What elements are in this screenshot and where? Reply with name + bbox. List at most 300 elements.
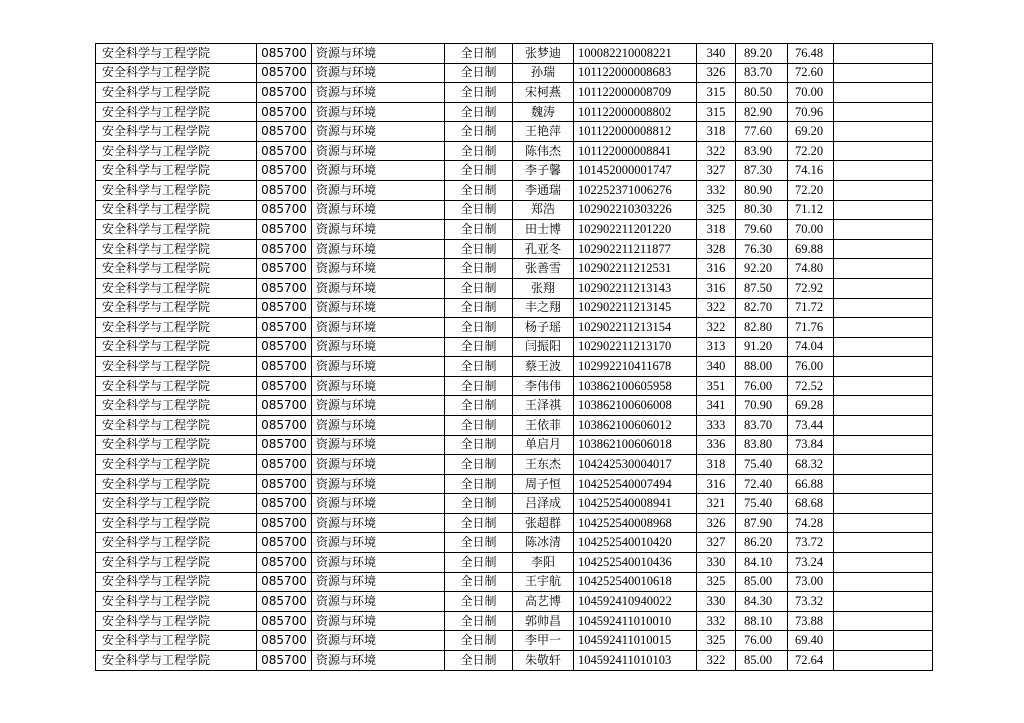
- remarks-cell: [834, 278, 933, 298]
- major-code-cell: 085700: [257, 650, 312, 670]
- table-row: [96, 513, 933, 533]
- remarks-cell: [834, 435, 933, 455]
- table-row: [96, 650, 933, 670]
- table-row: [96, 278, 933, 298]
- major-name-cell: 资源与环境: [312, 141, 445, 161]
- college-cell: 安全科学与工程学院: [96, 396, 257, 416]
- major-code-cell: 085700: [257, 298, 312, 318]
- initial-score-cell: 326: [697, 513, 736, 533]
- interview-score-cell: 85.00: [736, 572, 788, 592]
- college-cell: 安全科学与工程学院: [96, 337, 257, 357]
- table-row: [96, 44, 933, 64]
- total-score-cell: 74.16: [788, 161, 834, 181]
- candidate-name-cell: 陈伟杰: [513, 141, 574, 161]
- study-mode-cell: 全日制: [445, 181, 513, 201]
- candidate-name-cell: 丰之翔: [513, 298, 574, 318]
- candidate-name-cell: 魏涛: [513, 102, 574, 122]
- total-score-cell: 74.28: [788, 513, 834, 533]
- college-cell: 安全科学与工程学院: [96, 220, 257, 240]
- table-row: [96, 220, 933, 240]
- study-mode-cell: 全日制: [445, 239, 513, 259]
- initial-score-cell: 340: [697, 357, 736, 377]
- major-code-cell: 085700: [257, 239, 312, 259]
- college-cell: 安全科学与工程学院: [96, 44, 257, 64]
- initial-score-cell: 313: [697, 337, 736, 357]
- candidate-name-cell: 孔亚冬: [513, 239, 574, 259]
- candidate-name-cell: 杨子瑶: [513, 318, 574, 338]
- total-score-cell: 69.88: [788, 239, 834, 259]
- candidate-name-cell: 李通瑞: [513, 181, 574, 201]
- remarks-cell: [834, 318, 933, 338]
- table-row: [96, 102, 933, 122]
- study-mode-cell: 全日制: [445, 63, 513, 83]
- exam-id-cell: 104252540008941: [574, 494, 697, 514]
- major-code-cell: 085700: [257, 396, 312, 416]
- college-cell: 安全科学与工程学院: [96, 513, 257, 533]
- table-row: [96, 298, 933, 318]
- interview-score-cell: 83.70: [736, 415, 788, 435]
- exam-id-cell: 102902211201220: [574, 220, 697, 240]
- interview-score-cell: 92.20: [736, 259, 788, 279]
- college-cell: 安全科学与工程学院: [96, 592, 257, 612]
- table-row: [96, 239, 933, 259]
- college-cell: 安全科学与工程学院: [96, 494, 257, 514]
- total-score-cell: 73.32: [788, 592, 834, 612]
- exam-id-cell: 101122000008802: [574, 102, 697, 122]
- college-cell: 安全科学与工程学院: [96, 278, 257, 298]
- remarks-cell: [834, 44, 933, 64]
- major-code-cell: 085700: [257, 455, 312, 475]
- study-mode-cell: 全日制: [445, 259, 513, 279]
- college-cell: 安全科学与工程学院: [96, 259, 257, 279]
- major-code-cell: 085700: [257, 611, 312, 631]
- remarks-cell: [834, 396, 933, 416]
- initial-score-cell: 322: [697, 318, 736, 338]
- exam-id-cell: 104252540010618: [574, 572, 697, 592]
- initial-score-cell: 330: [697, 592, 736, 612]
- table-row: [96, 376, 933, 396]
- major-code-cell: 085700: [257, 631, 312, 651]
- college-cell: 安全科学与工程学院: [96, 63, 257, 83]
- interview-score-cell: 79.60: [736, 220, 788, 240]
- major-name-cell: 资源与环境: [312, 494, 445, 514]
- candidate-name-cell: 闫振阳: [513, 337, 574, 357]
- major-code-cell: 085700: [257, 592, 312, 612]
- initial-score-cell: 315: [697, 83, 736, 103]
- total-score-cell: 71.72: [788, 298, 834, 318]
- exam-id-cell: 101122000008841: [574, 141, 697, 161]
- exam-id-cell: 104592410940022: [574, 592, 697, 612]
- major-name-cell: 资源与环境: [312, 337, 445, 357]
- initial-score-cell: 316: [697, 278, 736, 298]
- exam-id-cell: 102902211213170: [574, 337, 697, 357]
- interview-score-cell: 76.00: [736, 631, 788, 651]
- major-code-cell: 085700: [257, 435, 312, 455]
- candidate-name-cell: 单启月: [513, 435, 574, 455]
- table-row: [96, 474, 933, 494]
- exam-id-cell: 101452000001747: [574, 161, 697, 181]
- remarks-cell: [834, 513, 933, 533]
- college-cell: 安全科学与工程学院: [96, 122, 257, 142]
- table-row: [96, 83, 933, 103]
- exam-id-cell: 102992210411678: [574, 357, 697, 377]
- interview-score-cell: 86.20: [736, 533, 788, 553]
- major-code-cell: 085700: [257, 63, 312, 83]
- remarks-cell: [834, 455, 933, 475]
- study-mode-cell: 全日制: [445, 592, 513, 612]
- interview-score-cell: 84.10: [736, 553, 788, 573]
- major-code-cell: 085700: [257, 337, 312, 357]
- candidate-name-cell: 张善雪: [513, 259, 574, 279]
- total-score-cell: 72.52: [788, 376, 834, 396]
- candidate-name-cell: 郭帅昌: [513, 611, 574, 631]
- initial-score-cell: 322: [697, 650, 736, 670]
- total-score-cell: 66.88: [788, 474, 834, 494]
- admission-table: [95, 43, 933, 671]
- college-cell: 安全科学与工程学院: [96, 83, 257, 103]
- remarks-cell: [834, 376, 933, 396]
- exam-id-cell: 104592411010103: [574, 650, 697, 670]
- initial-score-cell: 325: [697, 200, 736, 220]
- interview-score-cell: 72.40: [736, 474, 788, 494]
- interview-score-cell: 80.30: [736, 200, 788, 220]
- exam-id-cell: 102252371006276: [574, 181, 697, 201]
- table-row: [96, 63, 933, 83]
- major-code-cell: 085700: [257, 220, 312, 240]
- table-row: [96, 141, 933, 161]
- candidate-name-cell: 张翔: [513, 278, 574, 298]
- study-mode-cell: 全日制: [445, 474, 513, 494]
- candidate-name-cell: 王依菲: [513, 415, 574, 435]
- college-cell: 安全科学与工程学院: [96, 533, 257, 553]
- interview-score-cell: 82.80: [736, 318, 788, 338]
- candidate-name-cell: 张超群: [513, 513, 574, 533]
- remarks-cell: [834, 161, 933, 181]
- major-name-cell: 资源与环境: [312, 318, 445, 338]
- college-cell: 安全科学与工程学院: [96, 318, 257, 338]
- interview-score-cell: 76.30: [736, 239, 788, 259]
- candidate-name-cell: 王泽祺: [513, 396, 574, 416]
- exam-id-cell: 104592411010015: [574, 631, 697, 651]
- total-score-cell: 70.00: [788, 220, 834, 240]
- candidate-name-cell: 李子馨: [513, 161, 574, 181]
- study-mode-cell: 全日制: [445, 376, 513, 396]
- table-row: [96, 318, 933, 338]
- total-score-cell: 72.20: [788, 181, 834, 201]
- exam-id-cell: 101122000008812: [574, 122, 697, 142]
- initial-score-cell: 318: [697, 455, 736, 475]
- total-score-cell: 74.04: [788, 337, 834, 357]
- exam-id-cell: 102902210303226: [574, 200, 697, 220]
- exam-id-cell: 100082210008221: [574, 44, 697, 64]
- table-row: [96, 181, 933, 201]
- study-mode-cell: 全日制: [445, 141, 513, 161]
- major-name-cell: 资源与环境: [312, 553, 445, 573]
- candidate-name-cell: 吕泽成: [513, 494, 574, 514]
- initial-score-cell: 321: [697, 494, 736, 514]
- exam-id-cell: 103862100606018: [574, 435, 697, 455]
- initial-score-cell: 327: [697, 533, 736, 553]
- initial-score-cell: 332: [697, 181, 736, 201]
- major-code-cell: 085700: [257, 415, 312, 435]
- exam-id-cell: 102902211213143: [574, 278, 697, 298]
- study-mode-cell: 全日制: [445, 337, 513, 357]
- total-score-cell: 76.00: [788, 357, 834, 377]
- initial-score-cell: 332: [697, 611, 736, 631]
- candidate-name-cell: 王艳萍: [513, 122, 574, 142]
- total-score-cell: 72.92: [788, 278, 834, 298]
- major-code-cell: 085700: [257, 259, 312, 279]
- remarks-cell: [834, 200, 933, 220]
- exam-id-cell: 104252540008968: [574, 513, 697, 533]
- study-mode-cell: 全日制: [445, 278, 513, 298]
- major-name-cell: 资源与环境: [312, 572, 445, 592]
- major-name-cell: 资源与环境: [312, 376, 445, 396]
- table-row: [96, 611, 933, 631]
- total-score-cell: 71.76: [788, 318, 834, 338]
- exam-id-cell: 103862100605958: [574, 376, 697, 396]
- remarks-cell: [834, 650, 933, 670]
- total-score-cell: 69.20: [788, 122, 834, 142]
- study-mode-cell: 全日制: [445, 455, 513, 475]
- major-code-cell: 085700: [257, 357, 312, 377]
- interview-score-cell: 91.20: [736, 337, 788, 357]
- table-row: [96, 572, 933, 592]
- major-code-cell: 085700: [257, 181, 312, 201]
- remarks-cell: [834, 474, 933, 494]
- remarks-cell: [834, 298, 933, 318]
- interview-score-cell: 80.90: [736, 181, 788, 201]
- total-score-cell: 73.00: [788, 572, 834, 592]
- major-code-cell: 085700: [257, 200, 312, 220]
- college-cell: 安全科学与工程学院: [96, 376, 257, 396]
- college-cell: 安全科学与工程学院: [96, 435, 257, 455]
- major-name-cell: 资源与环境: [312, 435, 445, 455]
- major-name-cell: 资源与环境: [312, 161, 445, 181]
- study-mode-cell: 全日制: [445, 122, 513, 142]
- study-mode-cell: 全日制: [445, 553, 513, 573]
- table-row: [96, 396, 933, 416]
- major-name-cell: 资源与环境: [312, 44, 445, 64]
- college-cell: 安全科学与工程学院: [96, 611, 257, 631]
- total-score-cell: 74.80: [788, 259, 834, 279]
- total-score-cell: 68.68: [788, 494, 834, 514]
- remarks-cell: [834, 494, 933, 514]
- major-code-cell: 085700: [257, 376, 312, 396]
- major-name-cell: 资源与环境: [312, 200, 445, 220]
- study-mode-cell: 全日制: [445, 44, 513, 64]
- college-cell: 安全科学与工程学院: [96, 200, 257, 220]
- major-name-cell: 资源与环境: [312, 592, 445, 612]
- exam-id-cell: 104252540010420: [574, 533, 697, 553]
- remarks-cell: [834, 553, 933, 573]
- remarks-cell: [834, 572, 933, 592]
- interview-score-cell: 89.20: [736, 44, 788, 64]
- interview-score-cell: 83.80: [736, 435, 788, 455]
- remarks-cell: [834, 239, 933, 259]
- interview-score-cell: 82.70: [736, 298, 788, 318]
- major-name-cell: 资源与环境: [312, 63, 445, 83]
- major-code-cell: 085700: [257, 533, 312, 553]
- total-score-cell: 73.44: [788, 415, 834, 435]
- college-cell: 安全科学与工程学院: [96, 474, 257, 494]
- table-row: [96, 533, 933, 553]
- remarks-cell: [834, 631, 933, 651]
- total-score-cell: 69.28: [788, 396, 834, 416]
- initial-score-cell: 322: [697, 141, 736, 161]
- college-cell: 安全科学与工程学院: [96, 141, 257, 161]
- major-name-cell: 资源与环境: [312, 259, 445, 279]
- major-name-cell: 资源与环境: [312, 181, 445, 201]
- initial-score-cell: 351: [697, 376, 736, 396]
- total-score-cell: 71.12: [788, 200, 834, 220]
- major-name-cell: 资源与环境: [312, 631, 445, 651]
- initial-score-cell: 316: [697, 474, 736, 494]
- total-score-cell: 70.00: [788, 83, 834, 103]
- candidate-name-cell: 李甲一: [513, 631, 574, 651]
- major-code-cell: 085700: [257, 278, 312, 298]
- initial-score-cell: 327: [697, 161, 736, 181]
- remarks-cell: [834, 415, 933, 435]
- exam-id-cell: 102902211213154: [574, 318, 697, 338]
- initial-score-cell: 341: [697, 396, 736, 416]
- remarks-cell: [834, 611, 933, 631]
- candidate-name-cell: 王宇航: [513, 572, 574, 592]
- initial-score-cell: 330: [697, 553, 736, 573]
- total-score-cell: 72.20: [788, 141, 834, 161]
- total-score-cell: 70.96: [788, 102, 834, 122]
- initial-score-cell: 318: [697, 220, 736, 240]
- study-mode-cell: 全日制: [445, 611, 513, 631]
- initial-score-cell: 315: [697, 102, 736, 122]
- study-mode-cell: 全日制: [445, 533, 513, 553]
- candidate-name-cell: 蔡王波: [513, 357, 574, 377]
- initial-score-cell: 316: [697, 259, 736, 279]
- candidate-name-cell: 孙瑞: [513, 63, 574, 83]
- interview-score-cell: 75.40: [736, 455, 788, 475]
- college-cell: 安全科学与工程学院: [96, 161, 257, 181]
- interview-score-cell: 80.50: [736, 83, 788, 103]
- study-mode-cell: 全日制: [445, 200, 513, 220]
- major-name-cell: 资源与环境: [312, 239, 445, 259]
- initial-score-cell: 333: [697, 415, 736, 435]
- candidate-name-cell: 高艺博: [513, 592, 574, 612]
- candidate-name-cell: 李伟伟: [513, 376, 574, 396]
- study-mode-cell: 全日制: [445, 220, 513, 240]
- table-row: [96, 553, 933, 573]
- major-name-cell: 资源与环境: [312, 415, 445, 435]
- major-code-cell: 085700: [257, 83, 312, 103]
- college-cell: 安全科学与工程学院: [96, 553, 257, 573]
- table-row: [96, 455, 933, 475]
- interview-score-cell: 88.10: [736, 611, 788, 631]
- remarks-cell: [834, 259, 933, 279]
- interview-score-cell: 87.90: [736, 513, 788, 533]
- initial-score-cell: 326: [697, 63, 736, 83]
- major-name-cell: 资源与环境: [312, 122, 445, 142]
- table-row: [96, 122, 933, 142]
- candidate-name-cell: 郑浩: [513, 200, 574, 220]
- study-mode-cell: 全日制: [445, 435, 513, 455]
- candidate-name-cell: 田士博: [513, 220, 574, 240]
- table-row: [96, 357, 933, 377]
- table-row: [96, 337, 933, 357]
- admission-table-container: [95, 43, 933, 671]
- initial-score-cell: 328: [697, 239, 736, 259]
- table-body: [96, 44, 933, 671]
- interview-score-cell: 84.30: [736, 592, 788, 612]
- major-name-cell: 资源与环境: [312, 611, 445, 631]
- exam-id-cell: 104592411010010: [574, 611, 697, 631]
- major-code-cell: 085700: [257, 553, 312, 573]
- major-name-cell: 资源与环境: [312, 396, 445, 416]
- study-mode-cell: 全日制: [445, 650, 513, 670]
- college-cell: 安全科学与工程学院: [96, 298, 257, 318]
- candidate-name-cell: 李阳: [513, 553, 574, 573]
- initial-score-cell: 336: [697, 435, 736, 455]
- major-code-cell: 085700: [257, 102, 312, 122]
- remarks-cell: [834, 533, 933, 553]
- major-name-cell: 资源与环境: [312, 474, 445, 494]
- major-name-cell: 资源与环境: [312, 83, 445, 103]
- initial-score-cell: 340: [697, 44, 736, 64]
- total-score-cell: 72.60: [788, 63, 834, 83]
- table-row: [96, 161, 933, 181]
- interview-score-cell: 88.00: [736, 357, 788, 377]
- college-cell: 安全科学与工程学院: [96, 239, 257, 259]
- major-code-cell: 085700: [257, 161, 312, 181]
- table-row: [96, 200, 933, 220]
- major-name-cell: 资源与环境: [312, 533, 445, 553]
- table-row: [96, 435, 933, 455]
- remarks-cell: [834, 337, 933, 357]
- major-code-cell: 085700: [257, 494, 312, 514]
- exam-id-cell: 102902211212531: [574, 259, 697, 279]
- major-code-cell: 085700: [257, 318, 312, 338]
- study-mode-cell: 全日制: [445, 513, 513, 533]
- remarks-cell: [834, 83, 933, 103]
- interview-score-cell: 77.60: [736, 122, 788, 142]
- total-score-cell: 73.84: [788, 435, 834, 455]
- major-code-cell: 085700: [257, 474, 312, 494]
- table-row: [96, 259, 933, 279]
- study-mode-cell: 全日制: [445, 572, 513, 592]
- exam-id-cell: 104242530004017: [574, 455, 697, 475]
- college-cell: 安全科学与工程学院: [96, 415, 257, 435]
- total-score-cell: 68.32: [788, 455, 834, 475]
- table-row: [96, 415, 933, 435]
- study-mode-cell: 全日制: [445, 102, 513, 122]
- remarks-cell: [834, 592, 933, 612]
- exam-id-cell: 101122000008709: [574, 83, 697, 103]
- total-score-cell: 72.64: [788, 650, 834, 670]
- major-name-cell: 资源与环境: [312, 298, 445, 318]
- total-score-cell: 73.72: [788, 533, 834, 553]
- interview-score-cell: 82.90: [736, 102, 788, 122]
- major-name-cell: 资源与环境: [312, 357, 445, 377]
- interview-score-cell: 76.00: [736, 376, 788, 396]
- interview-score-cell: 70.90: [736, 396, 788, 416]
- interview-score-cell: 85.00: [736, 650, 788, 670]
- remarks-cell: [834, 141, 933, 161]
- total-score-cell: 73.88: [788, 611, 834, 631]
- total-score-cell: 73.24: [788, 553, 834, 573]
- remarks-cell: [834, 357, 933, 377]
- exam-id-cell: 101122000008683: [574, 63, 697, 83]
- study-mode-cell: 全日制: [445, 298, 513, 318]
- remarks-cell: [834, 122, 933, 142]
- study-mode-cell: 全日制: [445, 494, 513, 514]
